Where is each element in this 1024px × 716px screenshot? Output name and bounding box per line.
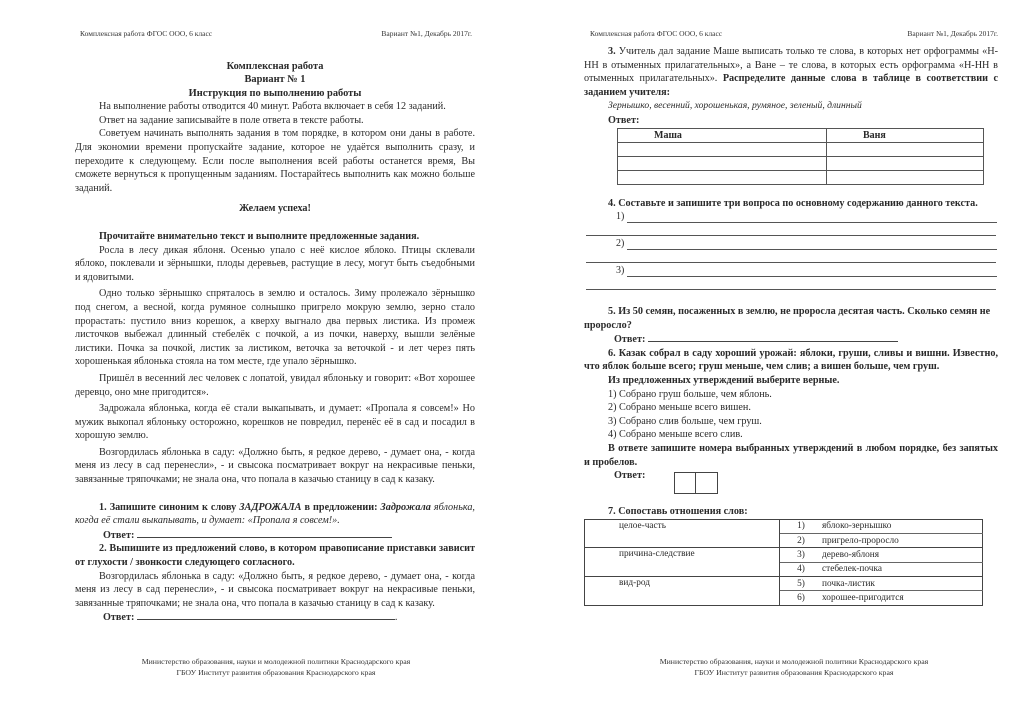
right-page (512, 0, 1024, 716)
q1-quote-rest: яблонька, когда её стали выкапывать, и думает: «Пропала я совсем!». (75, 501, 475, 527)
q3-task: Распределите данные слова в таблице в соответствии с заданием учителя: (584, 73, 998, 98)
q3-text: Учитель дал задание Маше выписать только те слова, в которых нет орфограммы «Н-НН в отыменных прилагательных», а Ване – те слова, в которых есть орфограмма «Н-НН в отыменных прилагательных». (584, 46, 998, 85)
q1-answer-line[interactable] (137, 528, 392, 538)
q2-answer: Ответ: . (103, 612, 398, 624)
q6-instruction: В ответе запишите номера выбранных утверждений в любом порядке, без запятых и пробелов. (584, 442, 998, 468)
q4-label-1: 1) (616, 211, 625, 222)
running-head-left: Комплексная работа ФГОС ООО, 6 класс (590, 29, 723, 38)
answer-cell[interactable] (618, 157, 827, 171)
q4-answer-line[interactable] (627, 222, 997, 223)
story-paragraph: Одно только зёрнышко спряталось в землю и осталось. Зиму пролежало зёрнышко под снегом, а весной, когда румяное солнышко пригрело мокрую землю, зерно стало прорастать: пустило вниз корешок, а кверху выгнало два первых листика. Из промеж листочков выбежал длинный стебелёк с почкой, а из почки, наверху, вышли зелёные листики. Почка за почкой, листик за листиком, веточка за веточкой - и лет через пять хорошенькая яблонька стояла на том месте, где упало зёрнышко. (75, 288, 475, 368)
question-3 (584, 45, 998, 99)
q4-answer-line[interactable] (586, 262, 996, 263)
pair-words: пригрело-проросло (822, 534, 983, 548)
instruction-paragraph: Ответ на задание записывайте в поле ответа в тексте работы. (99, 114, 364, 126)
instruction-paragraph: На выполнение работы отводится 40 минут. Работа включает в себя 12 заданий. (99, 101, 446, 113)
q3-number: 3. (608, 46, 616, 57)
footer-right (590, 657, 998, 678)
footer-left (80, 657, 472, 678)
pair-words: хорошее-пригодится (822, 591, 983, 605)
q6-option: 4) Собрано меньше всего слив. (608, 429, 743, 441)
q6-answer (584, 469, 998, 499)
column-header-masha: Маша (618, 128, 827, 143)
left-content (75, 60, 475, 625)
table-header-row (618, 128, 984, 143)
pair-number: 2) (780, 534, 823, 548)
relation-cell: целое-часть (585, 519, 780, 548)
question-5: 5. Из 50 семян, посаженных в землю, не проросла десятая часть. Сколько семян не проросло? (584, 306, 991, 331)
q4-answer-line[interactable] (586, 289, 996, 290)
answer-cell[interactable] (618, 171, 827, 185)
q5-answer-line[interactable] (648, 332, 898, 342)
right-content (584, 45, 998, 185)
pair-number: 1) (797, 521, 805, 532)
q6-option: 2) Собрано меньше всего вишен. (608, 402, 751, 414)
q4-answer-line[interactable] (586, 235, 996, 236)
q1-mid: в предложении: (301, 501, 381, 513)
table-row (618, 157, 984, 171)
footer-line2: ГБОУ Институт развития образования Краснодарского края (694, 667, 894, 677)
table-row (618, 171, 984, 185)
answer-label: Ответ: (614, 334, 646, 346)
answer-cell[interactable] (827, 171, 984, 185)
footer-line1: Министерство образования, науки и молодежной политики Краснодарского края (141, 657, 411, 666)
table-row (585, 519, 983, 533)
story-paragraph: Росла в лесу дикая яблоня. Осенью упало с неё кислое яблоко. Птицы склевали яблоко, поклевали и зёрнышки, плоды деревьев, растущие в лесу, могут быть съедобными и ядовитыми. (75, 244, 475, 283)
running-head-right: Вариант №1, Декабрь 2017г. (907, 29, 998, 38)
q2-passage: Возгордилась яблонька в саду: «Должно быть, я редкое дерево, - думает она, - когда меня из лесу в сад перенесли», - и свысока посматривает вокруг на некрасивые пеньки, завязанные тряпочками; не знала она, что попала в казачью станицу в сад к казаку. (75, 570, 475, 609)
q4-answer-line[interactable] (627, 276, 997, 277)
q2-answer-line[interactable] (137, 610, 395, 620)
answer-label: Ответ: (614, 470, 646, 482)
footer-line2: ГБОУ Институт развития образования Краснодарского края (176, 667, 376, 677)
running-head-right: Вариант №1, Декабрь 2017г. (381, 29, 472, 38)
story-paragraph: Возгордилась яблонька в саду: «Должно быть, я редкое дерево, - думает она, - когда меня из лесу в сад перенесли», - и свысока посматривает вокруг на некрасивые пеньки, завязанные тряпочками; не знала она, что попала в казачью станицу в сад к казаку. (75, 446, 475, 486)
answer-label: Ответ: (103, 529, 135, 541)
q1-prefix: 1. Запишите синоним к слову (99, 501, 240, 513)
relation-cell: вид-род (585, 576, 780, 605)
wish-text: Желаем успеха! (239, 203, 311, 215)
column-header-vanya: Ваня (827, 128, 984, 143)
answer-cell[interactable] (827, 143, 984, 157)
footer-line1: Министерство образования, науки и молодежной политики Краснодарского края (659, 657, 929, 666)
q4-label-3: 3) (616, 265, 625, 276)
q1-word: ЗАДРОЖАЛА (239, 501, 302, 513)
q5-answer (584, 332, 998, 347)
q6-choose: Из предложенных утверждений выберите верные. (608, 374, 840, 386)
variant-title: Вариант № 1 (244, 74, 306, 86)
question-7: 7. Сопоставь отношения слов: (608, 506, 748, 518)
q1-quote-bold: Задрожала (380, 501, 431, 513)
pair-number: 4) (780, 562, 823, 576)
q6-option: 1) Собрано груш больше, чем яблонь. (608, 388, 772, 400)
pair-number: 6) (780, 591, 823, 605)
q1-answer (75, 528, 475, 543)
table-row (585, 576, 983, 590)
q3-answer-table (617, 128, 984, 186)
answer-cell[interactable] (827, 157, 984, 171)
q4-label-2: 2) (616, 238, 625, 249)
table-row (618, 143, 984, 157)
q4-answer-line[interactable] (627, 249, 997, 250)
relation-cell: причина-следствие (585, 548, 780, 577)
answer-box[interactable] (674, 472, 696, 494)
answer-label: Ответ: (103, 612, 135, 624)
q7-relations-table (584, 519, 983, 606)
q3-words: Зернышко, весенний, хорошенькая, румяное, зеленый, длинный (608, 100, 862, 112)
question-4: 4. Составьте и запишите три вопроса по основному содержанию данного текста. (608, 198, 978, 209)
q3-answer-label: Ответ: (608, 114, 640, 126)
instructions-title: Инструкция по выполнению работы (188, 87, 362, 99)
story-paragraph: Задрожала яблонька, когда её стали выкапывать, и думает: «Пропала я совсем!» Но мужик выкопал яблоньку осторожно, корешков не повредил, перенёс её в сад и посадил в хорошую землю. (75, 403, 475, 442)
pair-number: 5) (780, 576, 823, 590)
pair-words: почка-листик (822, 576, 983, 590)
answer-box[interactable] (696, 472, 718, 494)
document-title: Комплексная работа (226, 61, 324, 72)
reading-heading: Прочитайте внимательно текст и выполните предложенные задания. (99, 230, 420, 242)
pair-words: яблоко-зернышко (822, 521, 892, 532)
question-1 (75, 501, 475, 528)
pair-number: 3) (780, 548, 823, 562)
q6-answer-boxes (674, 472, 718, 499)
story-paragraph: Пришёл в весенний лес человек с лопатой, увидал яблоньку и говорит: «Вот хорошее деревцо, оно мне пригодится». (75, 372, 475, 398)
pair-words: стебелек-почка (822, 562, 983, 576)
instruction-paragraph: Советуем начинать выполнять задания в том порядке, в котором они даны в работе. Для экономии времени пропускайте задание, которое не удаётся выполнить сразу, и переходите к следующему. Если после выполнения всей работы останется время, Вы сможете вернуться к пропущенным заданиям. Постарайтесь выполнить как можно больше заданий. (75, 128, 475, 194)
right-content-lower (584, 305, 998, 606)
table-row (585, 548, 983, 562)
running-head-left: Комплексная работа ФГОС ООО, 6 класс (80, 29, 213, 38)
answer-cell[interactable] (618, 143, 827, 157)
q6-option: 3) Собрано слив больше, чем груш. (608, 415, 762, 427)
question-2: 2. Выпишите из предложений слово, в котором правописание приставки зависит от глухости / звонкости следующего согласного. (75, 543, 475, 569)
question-6: 6. Казак собрал в саду хороший урожай: яблоки, груши, сливы и вишни. Известно, что яблок больше всего; груш меньше, чем слив; а вишен больше, чем груш. (584, 347, 998, 373)
pair-words: дерево-яблоня (822, 548, 983, 562)
